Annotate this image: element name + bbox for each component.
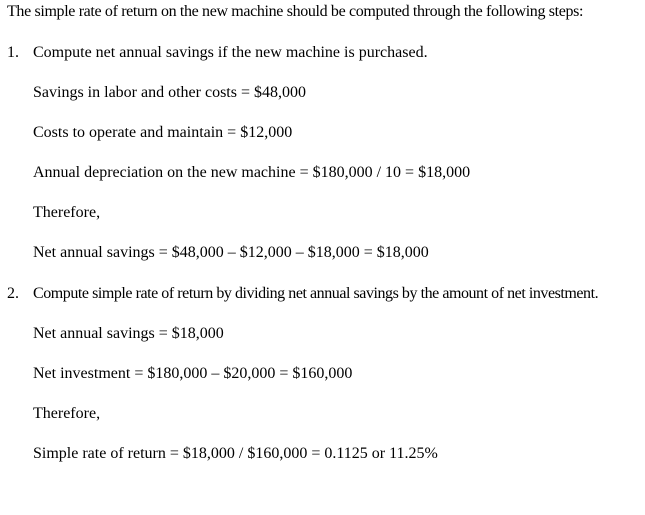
calculation-line: Therefore,: [33, 204, 101, 221]
calculation-line: Costs to operate and maintain = $12,000: [33, 124, 293, 141]
step-heading: Compute net annual savings if the new machine is purchased.: [33, 44, 428, 61]
document-body: [7, 2, 643, 464]
step-number: 2.: [7, 285, 19, 302]
calculation-line: Savings in labor and other costs = $48,000: [33, 84, 306, 101]
step-number: 1.: [7, 44, 19, 61]
calculation-line: Therefore,: [33, 405, 101, 422]
calculation-line: Net investment = $180,000 – $20,000 = $160,000: [33, 365, 353, 382]
calculation-line: Net annual savings = $48,000 – $12,000 – $18,000 = $18,000: [33, 244, 429, 261]
calculation-line: Annual depreciation on the new machine = $180,000 / 10 = $18,000: [33, 164, 471, 181]
calculation-line: Simple rate of return = $18,000 / $160,000 = 0.1125 or 11.25%: [33, 445, 438, 462]
step-heading: Compute simple rate of return by dividing net annual savings by the amount of net investment.: [33, 285, 599, 302]
step-2: [7, 284, 643, 464]
intro-paragraph: The simple rate of return on the new machine should be computed through the following steps:: [7, 3, 584, 20]
calculation-line: Net annual savings = $18,000: [33, 325, 224, 342]
steps-list: [7, 43, 643, 464]
step-1: [7, 43, 643, 263]
